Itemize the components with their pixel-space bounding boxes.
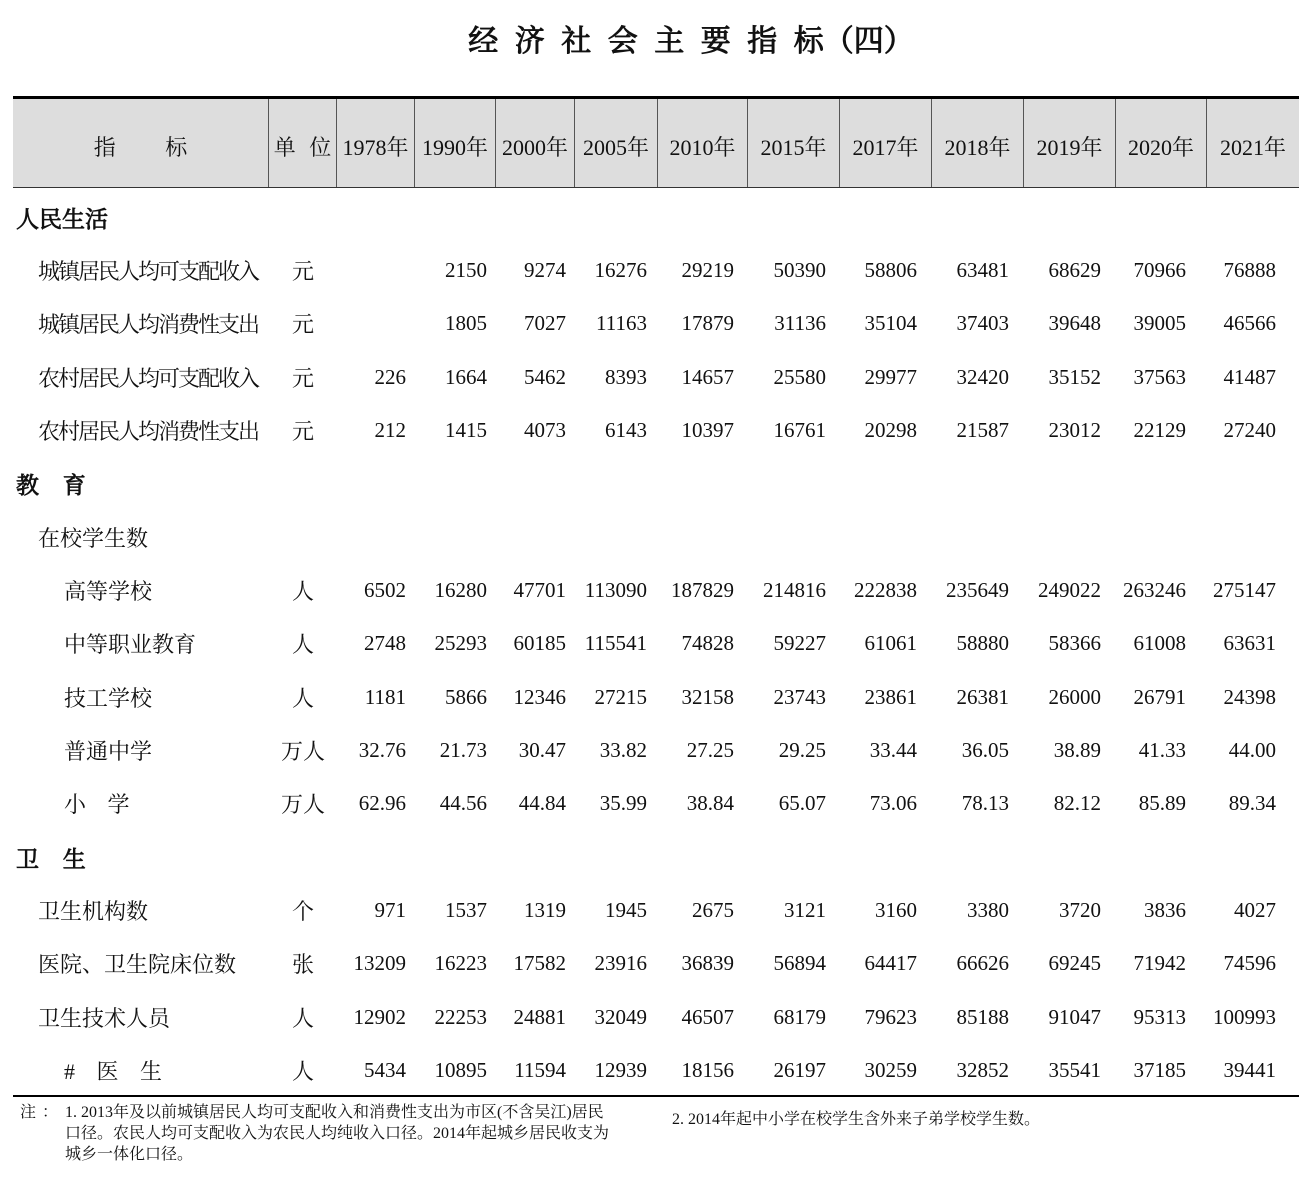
header-year: 2005年 [575, 99, 658, 187]
value-cell: 38.89 [1053, 738, 1101, 763]
value-cell: 35152 [1048, 364, 1101, 389]
subsection-heading [13, 508, 1299, 561]
header-year: 2019年 [1024, 99, 1116, 187]
value-cell: 1664 [445, 364, 487, 389]
value-cell: 60185 [513, 631, 566, 656]
row-label: 在校学生数 [38, 525, 149, 551]
value-cell: 26791 [1133, 684, 1186, 709]
value-cell: 74828 [681, 631, 734, 656]
table-body [13, 188, 1299, 1097]
value-cell: 32420 [956, 364, 1009, 389]
header-year: 2015年 [748, 99, 840, 187]
value-cell: 26000 [1048, 684, 1101, 709]
value-cell: 33.82 [599, 738, 647, 763]
value-cell: 275147 [1213, 578, 1276, 603]
value-cell: 82.12 [1053, 791, 1101, 816]
value-cell: 4027 [1234, 898, 1276, 923]
table-row [13, 881, 1299, 934]
table-row [13, 988, 1299, 1041]
value-cell: 32158 [681, 684, 734, 709]
value-cell: 1181 [364, 684, 406, 709]
section-label: 卫 生 [16, 846, 86, 872]
value-cell: 58880 [956, 631, 1009, 656]
value-cell: 27215 [594, 684, 647, 709]
value-cell: 1945 [605, 898, 647, 923]
value-cell: 27.25 [686, 738, 734, 763]
value-cell: 11594 [514, 1058, 566, 1083]
table-row [13, 935, 1299, 988]
row-unit: 元 [291, 312, 314, 338]
value-cell: 18156 [681, 1058, 734, 1083]
value-cell: 12346 [513, 684, 566, 709]
value-cell: 187829 [671, 578, 734, 603]
value-cell: 29977 [864, 364, 917, 389]
value-cell: 63631 [1223, 631, 1276, 656]
row-label: 中等职业教育 [64, 632, 197, 658]
value-cell: 214816 [763, 578, 826, 603]
row-label: 高等学校 [64, 579, 153, 605]
header-year: 2020年 [1116, 99, 1207, 187]
value-cell: 3836 [1144, 898, 1186, 923]
value-cell: 37185 [1133, 1058, 1186, 1083]
value-cell: 10895 [434, 1058, 487, 1083]
value-cell: 212 [374, 418, 406, 443]
value-cell: 21587 [956, 418, 1009, 443]
value-cell: 100993 [1213, 1004, 1276, 1029]
table-row [13, 561, 1299, 614]
value-cell: 14657 [681, 364, 734, 389]
value-cell: 26197 [773, 1058, 826, 1083]
value-cell: 58806 [864, 258, 917, 283]
row-unit: 万人 [280, 792, 325, 818]
value-cell: 971 [374, 898, 406, 923]
value-cell: 3380 [967, 898, 1009, 923]
value-cell: 46566 [1223, 311, 1276, 336]
value-cell: 61008 [1133, 631, 1186, 656]
value-cell: 85.89 [1138, 791, 1186, 816]
value-cell: 71942 [1133, 951, 1186, 976]
indicator-table [13, 96, 1299, 1097]
header-unit: 单 位 [269, 99, 337, 187]
value-cell: 3720 [1059, 898, 1101, 923]
value-cell: 17879 [681, 311, 734, 336]
value-cell [337, 246, 415, 294]
value-cell: 6143 [605, 418, 647, 443]
value-cell: 64417 [864, 951, 917, 976]
value-cell: 1805 [445, 311, 487, 336]
value-cell: 47701 [513, 578, 566, 603]
value-cell: 12939 [594, 1058, 647, 1083]
table-row [13, 721, 1299, 774]
value-cell: 16761 [773, 418, 826, 443]
row-unit: 人 [291, 1005, 314, 1031]
header-year: 2017年 [840, 99, 932, 187]
value-cell: 25580 [773, 364, 826, 389]
table-header [13, 96, 1299, 188]
value-cell: 46507 [681, 1004, 734, 1029]
value-cell: 61061 [864, 631, 917, 656]
value-cell: 115541 [584, 631, 647, 656]
value-cell: 95313 [1133, 1004, 1186, 1029]
value-cell: 37563 [1133, 364, 1186, 389]
value-cell: 32.76 [358, 738, 406, 763]
value-cell: 1415 [445, 418, 487, 443]
value-cell: 12902 [353, 1004, 406, 1029]
value-cell: 2150 [445, 258, 487, 283]
value-cell: 35104 [864, 311, 917, 336]
value-cell: 5866 [445, 684, 487, 709]
value-cell: 66626 [956, 951, 1009, 976]
value-cell: 44.56 [439, 791, 487, 816]
table-row [13, 668, 1299, 721]
row-unit: 元 [291, 419, 314, 445]
note-item: 2. 2014年起中小学在校学生含外来子弟学校学生数。 [672, 1111, 1041, 1128]
value-cell: 37403 [956, 311, 1009, 336]
value-cell: 68629 [1048, 258, 1101, 283]
value-cell: 113090 [584, 578, 647, 603]
value-cell: 24881 [513, 1004, 566, 1029]
section-heading [13, 188, 1299, 241]
header-indicator: 指 标 [13, 99, 269, 187]
section-heading [13, 455, 1299, 508]
value-cell: 5434 [364, 1058, 406, 1083]
row-label: 卫生机构数 [38, 899, 149, 925]
value-cell: 23743 [773, 684, 826, 709]
value-cell: 44.84 [518, 791, 566, 816]
value-cell: 222838 [854, 578, 917, 603]
value-cell: 27240 [1223, 418, 1276, 443]
row-unit: 元 [291, 259, 314, 285]
value-cell: 36.05 [961, 738, 1009, 763]
value-cell: 263246 [1123, 578, 1186, 603]
value-cell: 3121 [784, 898, 826, 923]
value-cell: 11163 [596, 311, 647, 336]
value-cell: 249022 [1038, 578, 1101, 603]
value-cell: 39648 [1048, 311, 1101, 336]
value-cell: 56894 [773, 951, 826, 976]
row-unit: 人 [291, 632, 314, 658]
value-cell: 4073 [524, 418, 566, 443]
value-cell: 91047 [1048, 1004, 1101, 1029]
value-cell: 1319 [524, 898, 566, 923]
value-cell: 3160 [875, 898, 917, 923]
value-cell: 62.96 [358, 791, 406, 816]
value-cell: 44.00 [1228, 738, 1276, 763]
table-row [13, 615, 1299, 668]
value-cell: 31136 [774, 311, 826, 336]
value-cell: 68179 [773, 1004, 826, 1029]
value-cell: 79623 [864, 1004, 917, 1029]
value-cell: 78.13 [961, 791, 1009, 816]
row-unit: 人 [291, 685, 314, 711]
row-label: # 医 生 [64, 1059, 163, 1085]
value-cell: 74596 [1223, 951, 1276, 976]
row-label: 农村居民人均消费性支出 [38, 419, 259, 445]
row-label: 小 学 [64, 792, 130, 818]
value-cell: 1537 [445, 898, 487, 923]
value-cell: 85188 [956, 1004, 1009, 1029]
notes-prefix: 注： [20, 1104, 65, 1121]
value-cell: 9274 [524, 258, 566, 283]
table-row [13, 775, 1299, 828]
table-row [13, 295, 1299, 348]
value-cell: 35541 [1048, 1058, 1101, 1083]
row-label: 卫生技术人员 [38, 1005, 171, 1031]
value-cell: 69245 [1048, 951, 1101, 976]
value-cell: 63481 [956, 258, 1009, 283]
value-cell: 10397 [681, 418, 734, 443]
value-cell: 23012 [1048, 418, 1101, 443]
value-cell: 21.73 [439, 738, 487, 763]
value-cell: 22253 [434, 1004, 487, 1029]
row-label: 普通中学 [64, 739, 153, 765]
value-cell: 16280 [434, 578, 487, 603]
value-cell: 39005 [1133, 311, 1186, 336]
value-cell: 26381 [956, 684, 1009, 709]
value-cell: 226 [374, 364, 406, 389]
table-row [13, 348, 1299, 401]
row-label: 城镇居民人均可支配收入 [38, 259, 259, 285]
row-unit: 张 [291, 952, 314, 978]
value-cell: 89.34 [1228, 791, 1276, 816]
row-unit: 万人 [280, 739, 325, 765]
row-label: 技工学校 [64, 685, 153, 711]
value-cell: 25293 [434, 631, 487, 656]
value-cell: 50390 [773, 258, 826, 283]
page-title: 经 济 社 会 主 要 指 标（四） [468, 25, 914, 58]
header-year: 2000年 [496, 99, 575, 187]
value-cell: 6502 [364, 578, 406, 603]
value-cell: 17582 [513, 951, 566, 976]
value-cell: 39441 [1223, 1058, 1276, 1083]
value-cell: 65.07 [778, 791, 826, 816]
value-cell: 32852 [956, 1058, 1009, 1083]
section-heading [13, 828, 1299, 881]
row-label: 城镇居民人均消费性支出 [38, 312, 259, 338]
row-label: 医院、卫生院床位数 [38, 952, 237, 978]
value-cell: 2748 [364, 631, 406, 656]
row-unit: 人 [291, 1059, 314, 1085]
value-cell: 59227 [773, 631, 826, 656]
header-year: 2021年 [1219, 134, 1286, 160]
header-year: 2018年 [932, 99, 1024, 187]
note-item: 1. 2013年及以前城镇居民人均可支配收入和消费性支出为市区(不含吴江)居民口径。农民人均可支配收入为农民人均纯收入口径。2014年起城乡居民收支为城乡一体化口径。 [65, 1104, 610, 1163]
value-cell: 41487 [1223, 364, 1276, 389]
value-cell: 8393 [605, 364, 647, 389]
value-cell [337, 300, 415, 348]
value-cell: 76888 [1223, 258, 1276, 283]
value-cell: 23916 [594, 951, 647, 976]
value-cell: 7027 [524, 311, 566, 336]
row-label: 农村居民人均可支配收入 [38, 365, 259, 391]
section-label: 人民生活 [16, 206, 108, 232]
table-row [13, 1042, 1299, 1095]
value-cell: 35.99 [599, 791, 647, 816]
row-unit: 个 [291, 899, 314, 925]
header-year: 2010年 [658, 99, 748, 187]
value-cell: 33.44 [869, 738, 917, 763]
value-cell: 16223 [434, 951, 487, 976]
value-cell: 29219 [681, 258, 734, 283]
value-cell: 70966 [1133, 258, 1186, 283]
value-cell: 29.25 [778, 738, 826, 763]
row-unit: 元 [291, 365, 314, 391]
table-row [13, 401, 1299, 454]
value-cell: 24398 [1223, 684, 1276, 709]
value-cell: 58366 [1048, 631, 1101, 656]
value-cell: 30259 [864, 1058, 917, 1083]
value-cell: 23861 [864, 684, 917, 709]
value-cell: 22129 [1133, 418, 1186, 443]
header-year: 1990年 [415, 99, 496, 187]
value-cell: 38.84 [686, 791, 734, 816]
value-cell: 41.33 [1138, 738, 1186, 763]
value-cell: 36839 [681, 951, 734, 976]
section-label: 教 育 [16, 473, 86, 499]
table-row [13, 241, 1299, 294]
value-cell: 16276 [594, 258, 647, 283]
value-cell: 32049 [594, 1004, 647, 1029]
value-cell: 13209 [353, 951, 406, 976]
value-cell: 5462 [524, 364, 566, 389]
value-cell: 73.06 [869, 791, 917, 816]
value-cell: 2675 [692, 898, 734, 923]
header-year: 1978年 [337, 99, 415, 187]
value-cell: 235649 [946, 578, 1009, 603]
value-cell: 30.47 [518, 738, 566, 763]
value-cell: 20298 [864, 418, 917, 443]
row-unit: 人 [291, 579, 314, 605]
